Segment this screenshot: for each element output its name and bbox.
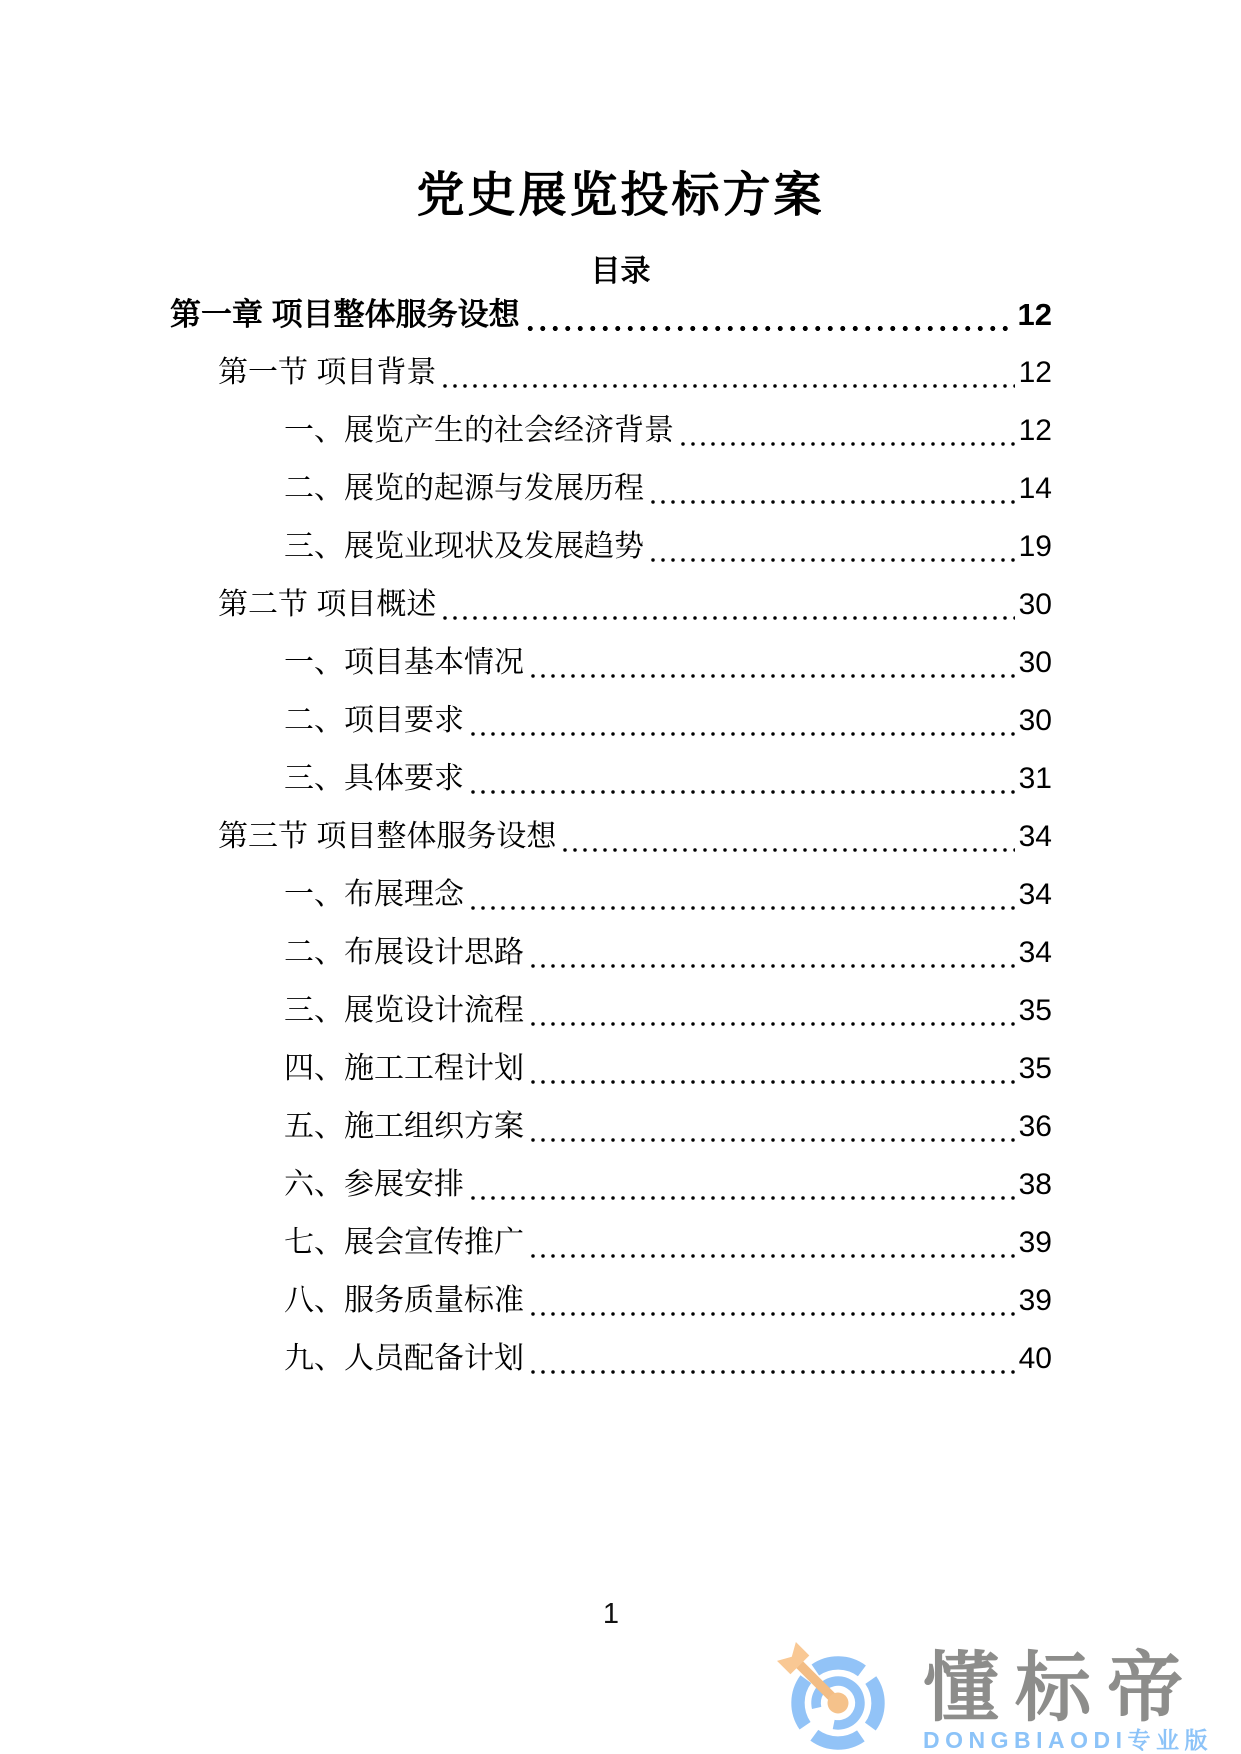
toc-entry-label: 八、服务质量标准 (284, 1284, 524, 1317)
toc-entry (170, 1156, 1052, 1214)
dot-leader (440, 383, 1014, 389)
dot-leader (560, 847, 1014, 853)
toc-entry (170, 634, 1052, 692)
dot-leader (648, 499, 1015, 505)
toc-entry-label: 七、展会宣传推广 (284, 1226, 524, 1259)
toc-entry-label: 二、展览的起源与发展历程 (284, 472, 644, 505)
toc-entry-page: 34 (1018, 878, 1052, 911)
toc-entry (170, 402, 1052, 460)
toc-entry-page: 14 (1018, 472, 1052, 505)
toc-entry-label: 三、展览设计流程 (284, 994, 524, 1027)
toc-entry-page: 39 (1018, 1226, 1052, 1259)
toc-entry-label: 二、布展设计思路 (284, 936, 524, 969)
document-title: 党史展览投标方案 (416, 169, 825, 222)
toc-entry-page: 12 (1017, 297, 1052, 332)
toc-entry-page: 34 (1018, 820, 1052, 853)
toc-entry (170, 982, 1052, 1040)
toc-entry-page: 12 (1018, 414, 1052, 447)
toc-entry (170, 692, 1052, 750)
toc-entry (170, 1330, 1052, 1388)
dot-leader (528, 1079, 1015, 1085)
target-dart-icon (777, 1638, 899, 1754)
dot-leader (528, 963, 1015, 969)
dot-leader (528, 1021, 1015, 1027)
brand-edition-label: 专业版 (1127, 1727, 1213, 1753)
toc-entry-page: 35 (1018, 994, 1052, 1027)
dot-leader (528, 1311, 1015, 1317)
toc-entry-page: 35 (1018, 1052, 1052, 1085)
toc-entry (170, 808, 1052, 866)
toc-entry-page: 19 (1018, 530, 1052, 563)
toc-entry-label: 一、项目基本情况 (284, 646, 524, 679)
toc-entry (170, 924, 1052, 982)
brand-en-label: DONGBIAODI (923, 1727, 1128, 1753)
dot-leader (468, 789, 1015, 795)
brand-name-cn: 懂标帝 (923, 1645, 1199, 1731)
brand-name-en (923, 1729, 1213, 1752)
toc-entry-page: 40 (1018, 1342, 1052, 1375)
watermark (777, 1638, 1213, 1754)
toc-entry (170, 1040, 1052, 1098)
page-number: 1 (602, 1598, 620, 1630)
dot-leader (468, 1195, 1015, 1201)
toc-entry (170, 286, 1052, 344)
toc-entry (170, 750, 1052, 808)
toc-entry (170, 576, 1052, 634)
toc-entry (170, 518, 1052, 576)
toc-entry-label: 第一章 项目整体服务设想 (170, 297, 520, 332)
dot-leader (528, 1369, 1015, 1375)
toc-entry-page: 12 (1018, 356, 1052, 389)
dot-leader (528, 1253, 1015, 1259)
dot-leader (468, 731, 1015, 737)
toc-entry (170, 460, 1052, 518)
toc-entry (170, 866, 1052, 924)
toc-entry-page: 31 (1018, 762, 1052, 795)
table-of-contents (170, 286, 1052, 1388)
dot-leader (648, 557, 1015, 563)
toc-entry-label: 九、人员配备计划 (284, 1342, 524, 1375)
toc-entry-page: 30 (1018, 588, 1052, 621)
toc-entry-label: 第二节 项目概述 (218, 588, 437, 621)
toc-entry (170, 344, 1052, 402)
toc-entry-label: 第一节 项目背景 (218, 356, 437, 389)
toc-entry-page: 30 (1018, 704, 1052, 737)
toc-entry-page: 38 (1018, 1168, 1052, 1201)
toc-entry-page: 34 (1018, 936, 1052, 969)
toc-entry (170, 1214, 1052, 1272)
dot-leader (528, 1137, 1015, 1143)
toc-entry-label: 第三节 项目整体服务设想 (218, 820, 557, 853)
toc-entry-label: 五、施工组织方案 (284, 1110, 524, 1143)
toc-entry-page: 30 (1018, 646, 1052, 679)
dot-leader (524, 325, 1014, 332)
toc-entry-page: 39 (1018, 1284, 1052, 1317)
dot-leader (528, 673, 1015, 679)
toc-entry-label: 一、展览产生的社会经济背景 (284, 414, 674, 447)
toc-entry-label: 二、项目要求 (284, 704, 464, 737)
toc-entry-label: 四、施工工程计划 (284, 1052, 524, 1085)
toc-entry-label: 三、展览业现状及发展趋势 (284, 530, 644, 563)
toc-entry-page: 36 (1018, 1110, 1052, 1143)
toc-entry-label: 一、布展理念 (284, 878, 464, 911)
dot-leader (678, 441, 1015, 447)
toc-entry (170, 1098, 1052, 1156)
toc-entry (170, 1272, 1052, 1330)
dot-leader (440, 615, 1014, 621)
toc-entry-label: 三、具体要求 (284, 762, 464, 795)
toc-entry-label: 六、参展安排 (284, 1168, 464, 1201)
toc-heading: 目录 (590, 255, 651, 288)
dot-leader (468, 905, 1015, 911)
watermark-text (923, 1645, 1213, 1754)
